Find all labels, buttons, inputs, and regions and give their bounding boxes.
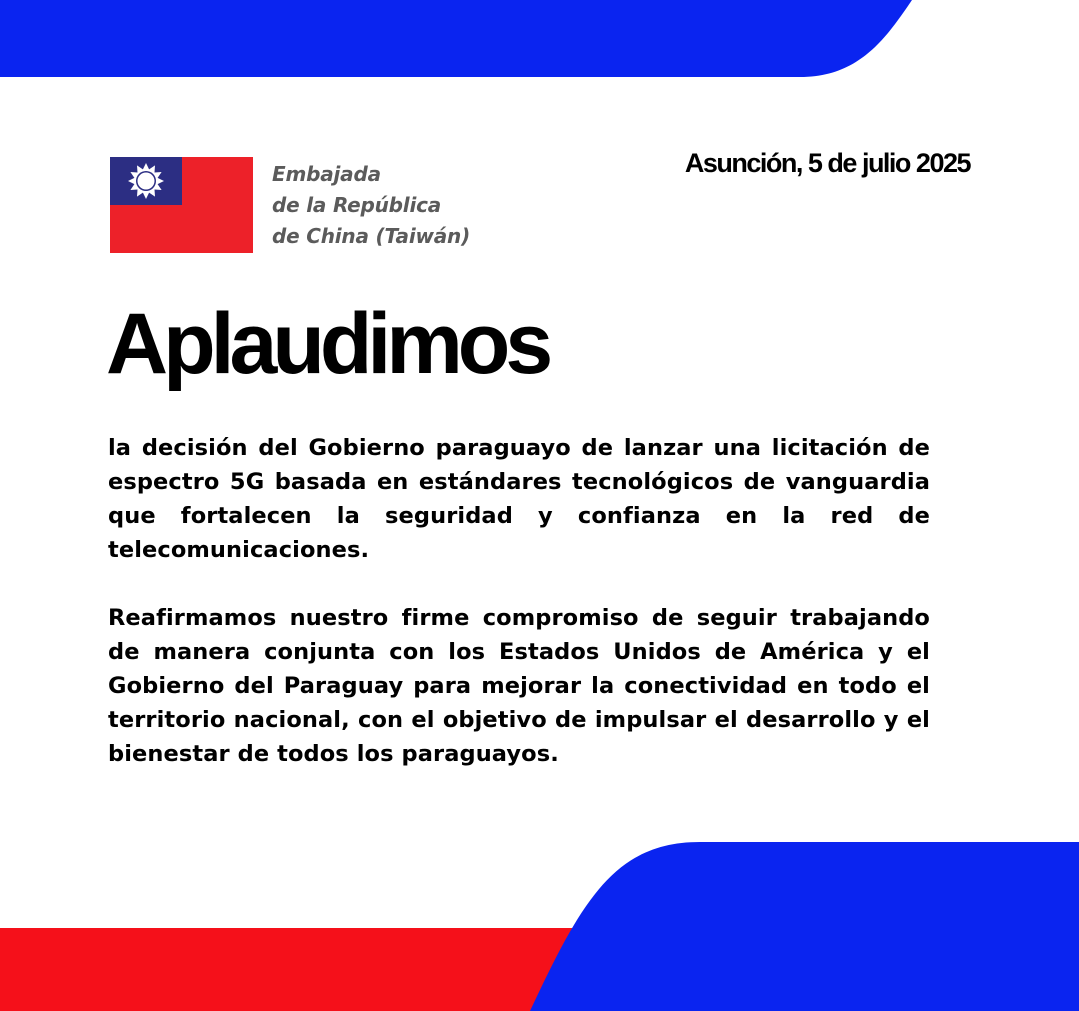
embassy-name-line-1: Embajada — [272, 162, 381, 186]
top-blue-band — [0, 0, 912, 77]
paragraph-2: Reafirmamos nuestro firme compromiso de seguir trabajando de manera conjunta con los Estados Unidos de América y el Gobierno del Paraguay para mejorar la conectividad en todo el territorio nacional, con el objetivo de impulsar el desarrollo y el bienestar de todos los paraguayos. — [108, 605, 930, 767]
embassy-name-line-2: de la República — [272, 193, 442, 217]
date-location: Asunción, 5 de julio 2025 — [684, 148, 970, 178]
paragraph-1: la decisión del Gobierno paraguayo de lanzar una licitación de espectro 5G basada en estándares tecnológicos de vanguardia que fortalecen la seguridad y confianza en la red de telecomunicaciones. — [108, 435, 930, 563]
bottom-red-band — [0, 928, 580, 1011]
taiwan-flag-icon — [110, 157, 253, 253]
bottom-blue-band — [530, 842, 1079, 1011]
embassy-name-line-3: de China (Taiwán) — [272, 224, 471, 248]
headline: Aplaudimos — [106, 296, 549, 392]
embassy-name — [272, 159, 522, 252]
